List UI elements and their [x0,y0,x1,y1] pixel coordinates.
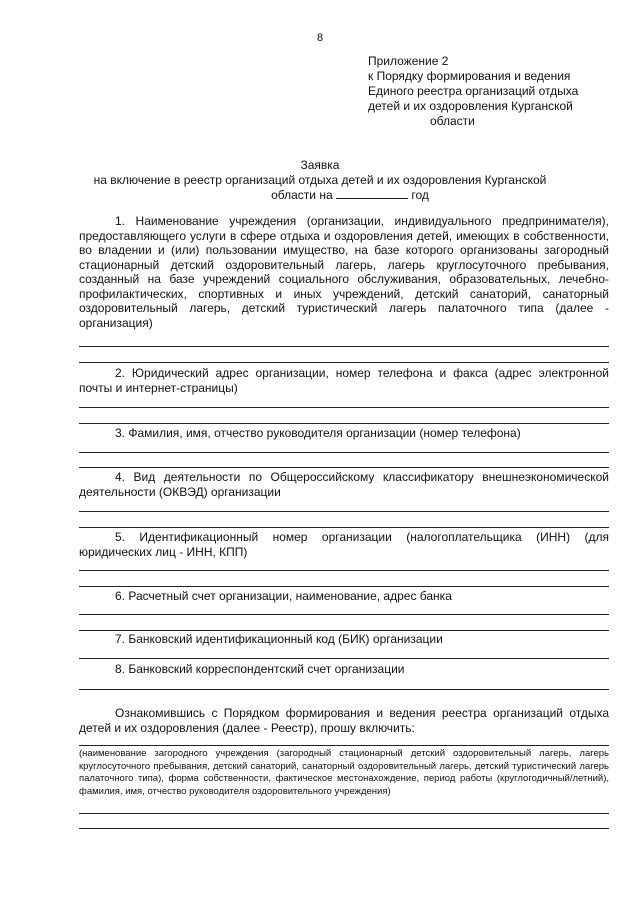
fill-line[interactable] [79,346,609,347]
fill-line[interactable] [79,630,609,631]
acquainted-paragraph [79,706,609,735]
fill-line[interactable] [79,586,609,587]
item-7-text: 7. Банковский идентификационный код (БИК) организации [115,632,443,646]
acquainted-text: Ознакомившись с Порядком формирования и ведения реестра организаций отдыха детей и их оздоровления (далее - Реестр), прошу включить: [79,706,609,735]
fill-line[interactable] [79,423,609,424]
fill-line[interactable] [79,658,609,659]
fill-line[interactable] [79,614,609,615]
fill-line[interactable] [79,828,609,829]
appendix-line: Единого реестра организаций отдыха [368,84,579,98]
title-year-text: год [411,188,429,202]
fill-line[interactable] [79,745,609,746]
fill-line[interactable] [79,813,609,814]
item-4 [79,470,609,499]
item-2 [79,366,609,395]
item-3-text: 3. Фамилия, имя, отчество руководителя организации (номер телефона) [115,426,521,440]
appendix-header [368,54,618,129]
year-blank[interactable] [336,198,408,199]
item-7 [79,632,609,647]
item-1-text: 1. Наименование учреждения (организации, индивидуального предпринимателя), предоставляющего услуги в сфере отдыха и оздоровления детей, имеющих в собственности, во владении и (или) пользовании имущество, на базе которого организованы загородный стационарный детский оздоровительный лагерь, лагерь круглосуточного пребывания, созданный на базе учреждений социального обслуживания, образовательных, лечебно-профилактических, спортивных и иных учреждений, детский санаторий, санаторный оздоровительный лагерь, детский туристический лагерь палаточного типа (далее - организация) [79,214,609,330]
appendix-line: к Порядку формирования и ведения [368,69,571,83]
fill-line[interactable] [79,570,609,571]
appendix-line: Приложение 2 [368,54,449,68]
fill-line[interactable] [79,511,609,512]
fill-line[interactable] [79,689,609,690]
title-line: на включение в реестр организаций отдыха детей и их оздоровления Курганской [93,173,547,187]
item-5 [79,530,609,559]
fill-line[interactable] [79,362,609,363]
appendix-line: области [430,114,475,128]
footnote-text: (наименование загородного учреждения (загородный стационарный детский оздоровительный лагерь, лагерь круглосуточного пребывания, детский санаторий, санаторный оздоровительный лагерь, детский туристический лагерь палаточного типа), форма собственности, фактическое местонахождение, период работы (круглогодичный/летний), фамилия, имя, отчество руководителя оздоровительного учреждения) [79,748,609,797]
application-title [0,158,640,203]
appendix-line: детей и их оздоровления Курганской [368,99,573,113]
item-6 [79,589,609,604]
fill-line[interactable] [79,407,609,408]
title-region-text: области на [271,188,333,202]
item-1 [79,214,609,330]
item-3 [79,426,609,441]
item-6-text: 6. Расчетный счет организации, наименование, адрес банка [115,589,452,603]
fill-line[interactable] [79,467,609,468]
footnote [79,748,609,798]
item-5-text: 5. Идентификационный номер организации (налогоплательщика (ИНН) (для юридических лиц - ИНН, КПП) [79,530,609,559]
title-heading: Заявка [300,158,340,172]
title-line-year [0,188,640,203]
fill-line[interactable] [79,452,609,453]
fill-line[interactable] [79,527,609,528]
item-8-text: 8. Банковский корреспондентский счет организации [115,662,405,676]
item-8 [79,662,609,677]
item-2-text: 2. Юридический адрес организации, номер телефона и факса (адрес электронной почты и интернет-страницы) [79,366,609,395]
item-4-text: 4. Вид деятельности по Общероссийскому классификатору внешнеэкономической деятельности (ОКВЭД) организации [79,470,609,499]
page-number: 8 [316,32,324,44]
